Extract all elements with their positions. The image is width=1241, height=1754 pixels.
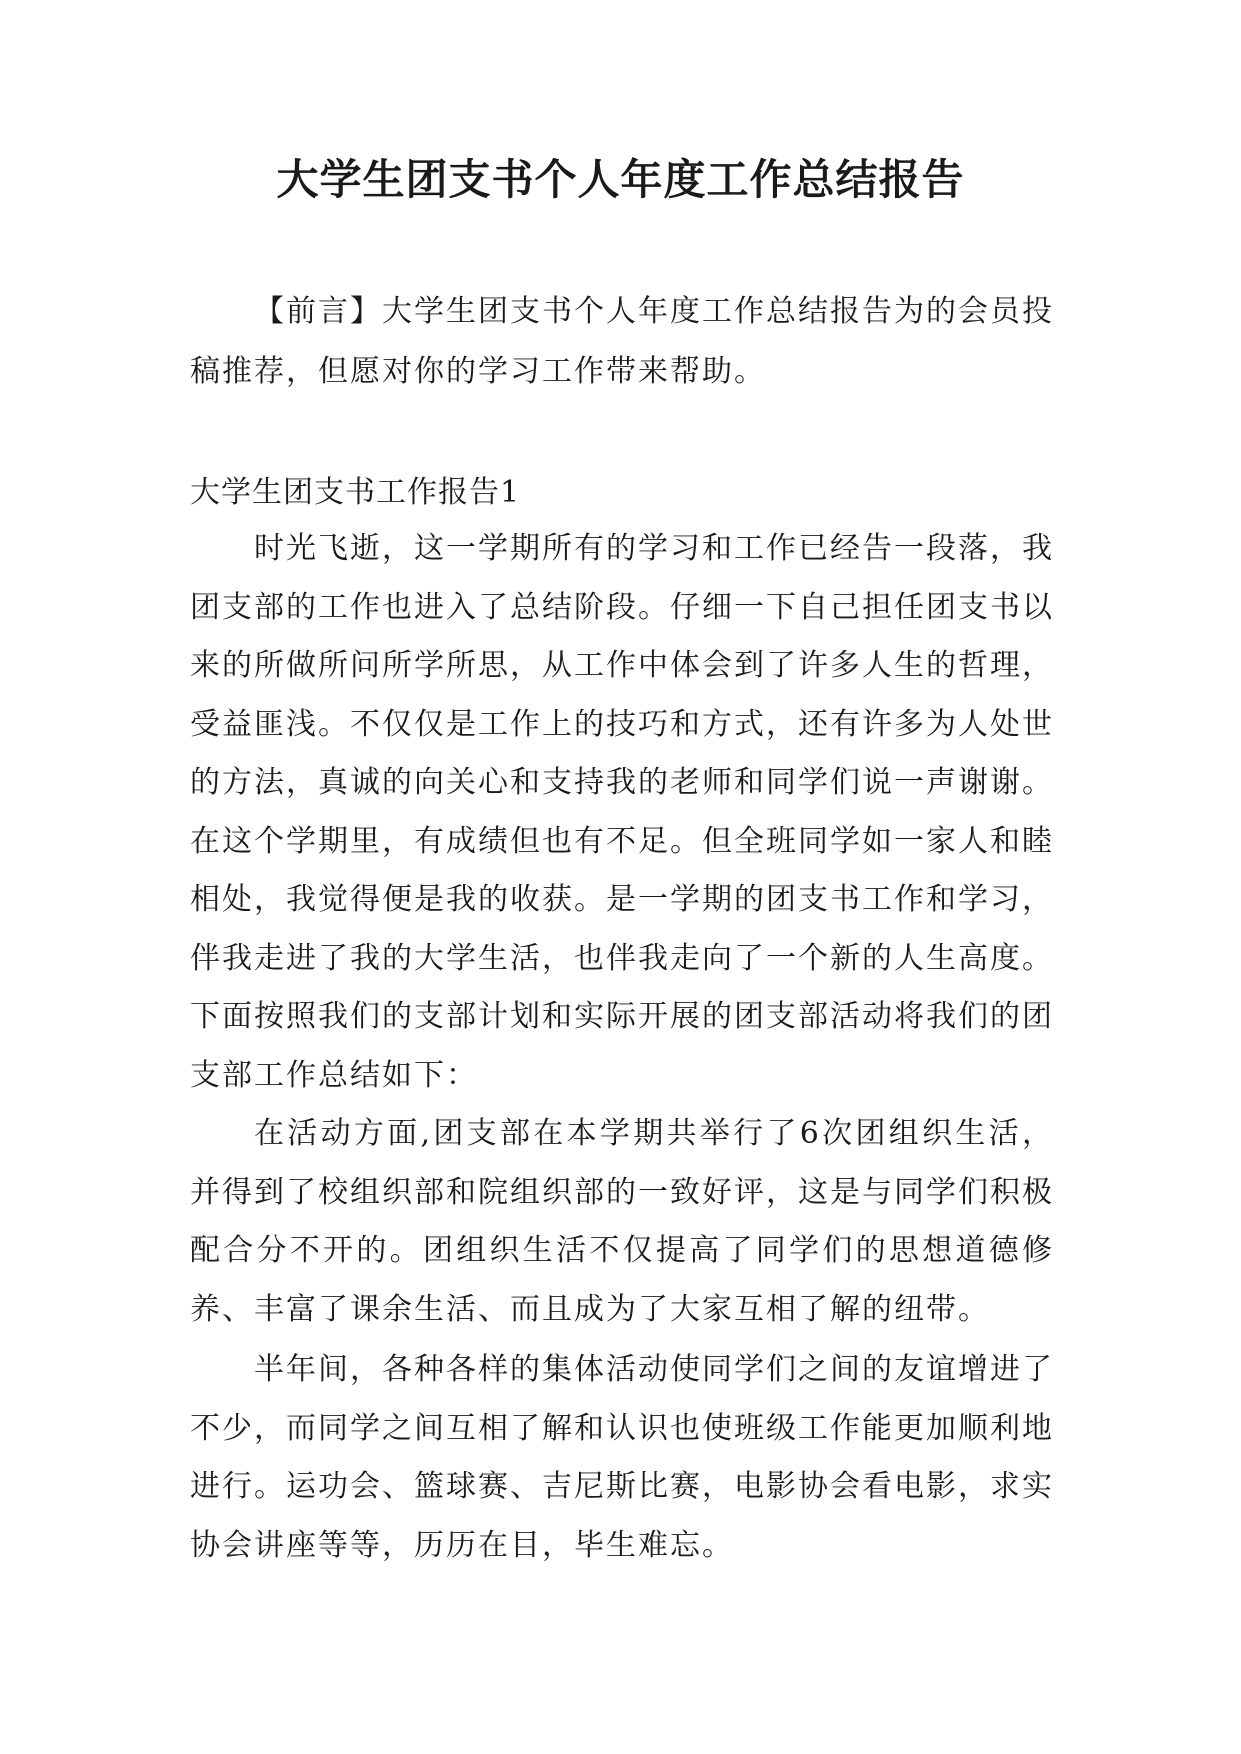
document-title: 大学生团支书个人年度工作总结报告 [276,155,965,204]
preface-paragraph: 【前言】大学生团支书个人年度工作总结报告为的会员投稿推荐，但愿对你的学习工作带来帮助。 [190,294,1054,389]
body-paragraph: 半年间，各种各样的集体活动使同学们之间的友谊增进了不少，而同学之间互相了解和认识也使班级工作能更加顺利地进行。运功会、篮球赛、吉尼斯比赛，电影协会看电影，求实协会讲座等等，历历在目，毕生难忘。 [190,1352,1054,1563]
body-paragraph: 时光飞逝，这一学期所有的学习和工作已经告一段落，我团支部的工作也进入了总结阶段。仔细一下自己担任团支书以来的所做所问所学所思，从工作中体会到了许多人生的哲理，受益匪浅。不仅仅是工作上的技巧和方式，还有许多为人处世的方法，真诚的向关心和支持我的老师和同学们说一声谢谢。在这个学期里，有成绩但也有不足。但全班同学如一家人和睦相处，我觉得便是我的收获。是一学期的团支书工作和学习，伴我走进了我的大学生活，也伴我走向了一个新的人生高度。下面按照我们的支部计划和实际开展的团支部活动将我们的团支部工作总结如下： [190,531,1054,1093]
section-heading: 大学生团支书工作报告1 [190,475,521,510]
body-paragraph: 在活动方面,团支部在本学期共举行了6次团组织生活，并得到了校组织部和院组织部的一致好评，这是与同学们积极配合分不开的。团组织生活不仅提高了同学们的思想道德修养、丰富了课余生活、而且成为了大家互相了解的纽带。 [190,1116,1054,1327]
